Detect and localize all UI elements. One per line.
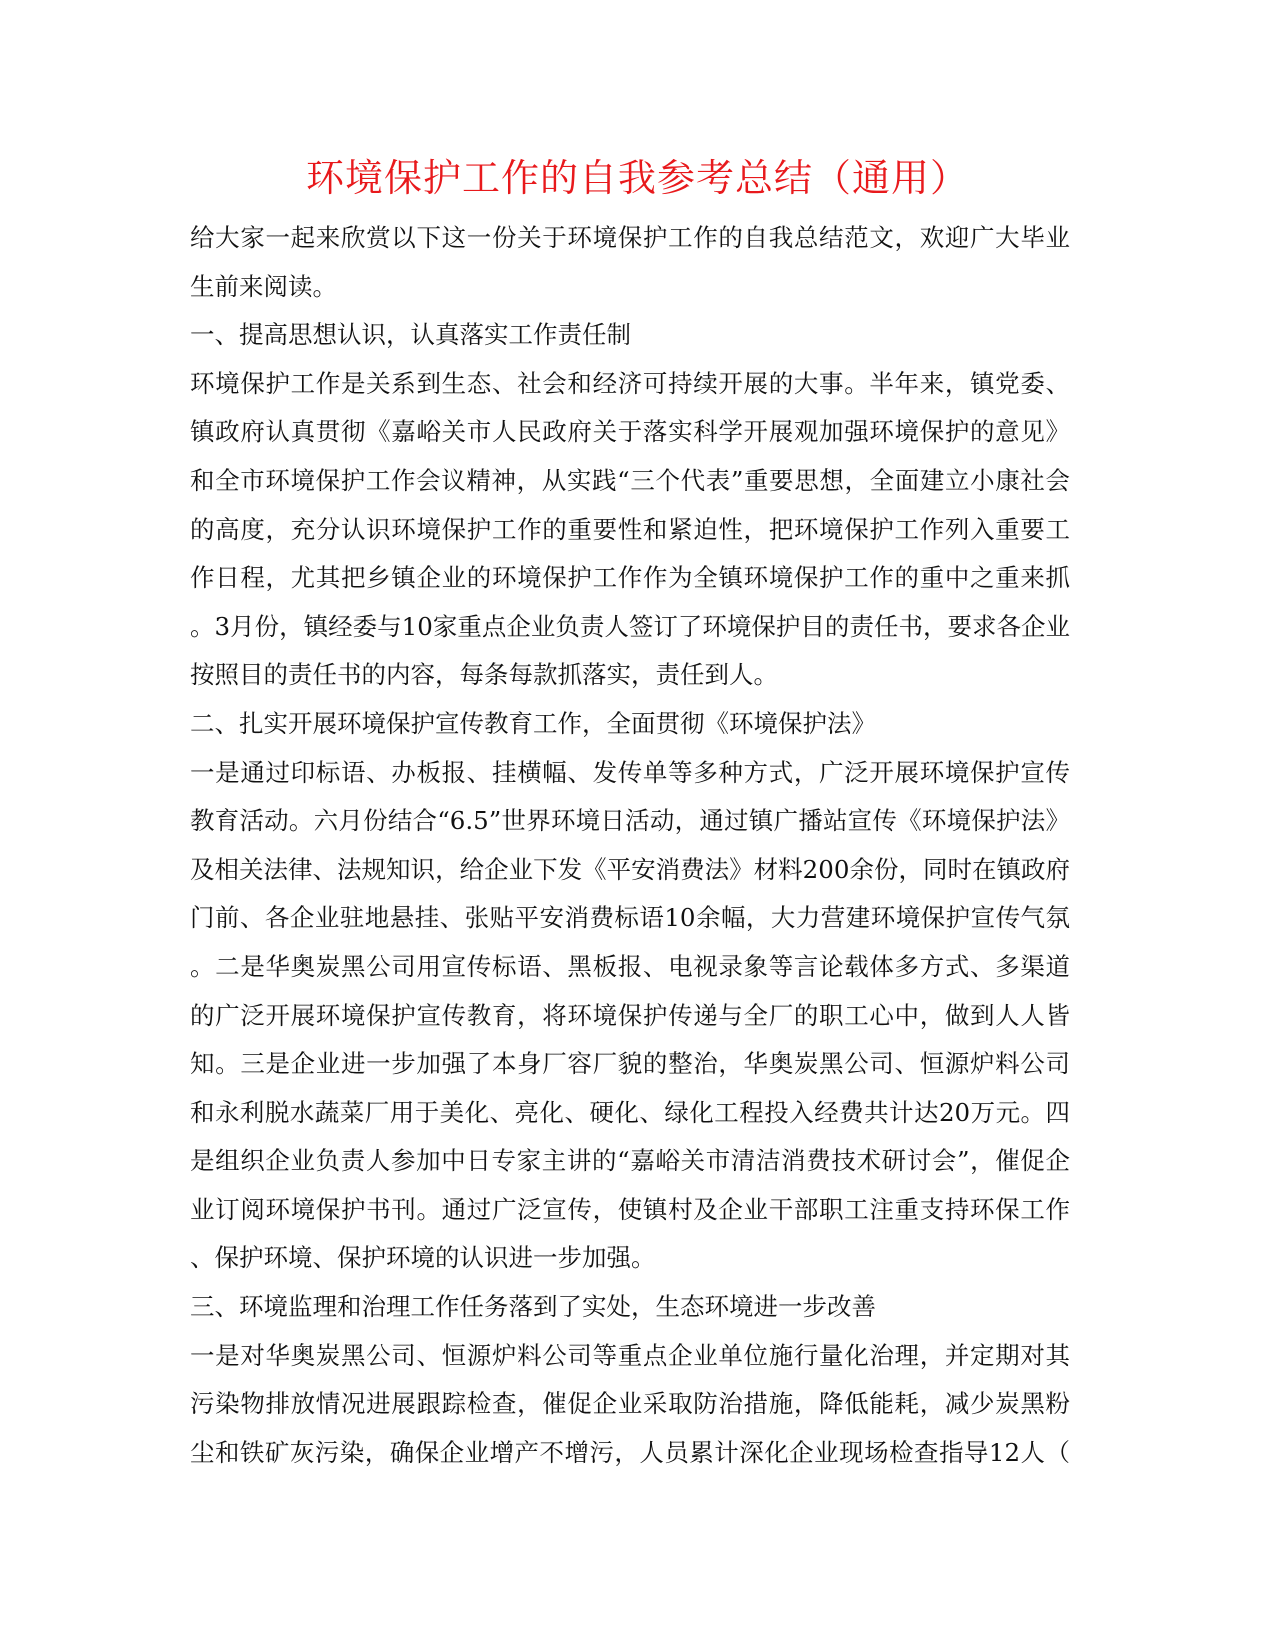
text-line: 的广泛开展环境保护宣传教育，将环境保护传递与全厂的职工心中，做到人人皆 bbox=[190, 1000, 1070, 1030]
document-title: 环境保护工作的自我参考总结（通用） bbox=[305, 156, 969, 200]
text-line: 。3月份，镇经委与10家重点企业负责人签订了环境保护目的责任书，要求各企业 bbox=[190, 611, 1070, 641]
text-line: 教育活动。六月份结合“6.5”世界环境日活动，通过镇广播站宣传《环境保护法》 bbox=[190, 806, 1070, 836]
text-line: 作日程，尤其把乡镇企业的环境保护工作作为全镇环境保护工作的重中之重来抓 bbox=[190, 563, 1070, 593]
text-line: 污染物排放情况进展跟踪检查，催促企业采取防治措施，降低能耗，减少炭黑粉 bbox=[190, 1389, 1070, 1419]
text-line: 门前、各企业驻地悬挂、张贴平安消费标语10余幅，大力营建环境保护宣传气氛 bbox=[190, 903, 1070, 933]
text-line: 和全市环境保护工作会议精神，从实践“三个代表”重要思想，全面建立小康社会 bbox=[190, 465, 1070, 495]
text-line: 环境保护工作是关系到生态、社会和经济可持续开展的大事。半年来，镇党委、 bbox=[190, 368, 1070, 398]
text-line: 业订阅环境保护书刊。通过广泛宣传，使镇村及企业干部职工注重支持环保工作 bbox=[190, 1194, 1070, 1224]
text-line: 镇政府认真贯彻《嘉峪关市人民政府关于落实科学开展观加强环境保护的意见》 bbox=[190, 417, 1070, 447]
section-heading: 三、环境监理和治理工作任务落到了实处，生态环境进一步改善 bbox=[190, 1292, 876, 1322]
text-line: 的高度，充分认识环境保护工作的重要性和紧迫性，把环境保护工作列入重要工 bbox=[190, 514, 1070, 544]
text-line: 及相关法律、法规知识，给企业下发《平安消费法》材料200余份，同时在镇政府 bbox=[190, 854, 1070, 884]
text-line: 尘和铁矿灰污染，确保企业增产不增污，人员累计深化企业现场检查指导12人（ bbox=[190, 1437, 1070, 1467]
text-line: 给大家一起来欣赏以下这一份关于环境保护工作的自我总结范文，欢迎广大毕业 bbox=[190, 223, 1070, 252]
text-line: 生前来阅读。 bbox=[190, 271, 337, 301]
text-line: 一是通过印标语、办板报、挂横幅、发传单等多种方式，广泛开展环境保护宣传 bbox=[190, 757, 1070, 787]
text-line: 和永利脱水蔬菜厂用于美化、亮化、硬化、绿化工程投入经费共计达20万元。四 bbox=[190, 1097, 1070, 1127]
text-line: 。二是华奥炭黑公司用宣传标语、黑板报、电视录象等言论载体多方式、多渠道 bbox=[190, 951, 1070, 981]
section-heading: 二、扎实开展环境保护宣传教育工作，全面贯彻《环境保护法》 bbox=[190, 708, 876, 738]
section-heading: 一、提高思想认识，认真落实工作责任制 bbox=[190, 320, 631, 350]
text-line: 知。三是企业进一步加强了本身厂容厂貌的整治，华奥炭黑公司、恒源炉料公司 bbox=[190, 1049, 1070, 1079]
document-body bbox=[190, 214, 1070, 1477]
text-line: 按照目的责任书的内容，每条每款抓落实，责任到人。 bbox=[190, 660, 778, 690]
text-line: 是组织企业负责人参加中日专家主讲的“嘉峪关市清洁消费技术研讨会”，催促企 bbox=[190, 1146, 1070, 1176]
text-line: 一是对华奥炭黑公司、恒源炉料公司等重点企业单位施行量化治理，并定期对其 bbox=[190, 1340, 1070, 1370]
text-line: 、保护环境、保护环境的认识进一步加强。 bbox=[190, 1243, 656, 1273]
